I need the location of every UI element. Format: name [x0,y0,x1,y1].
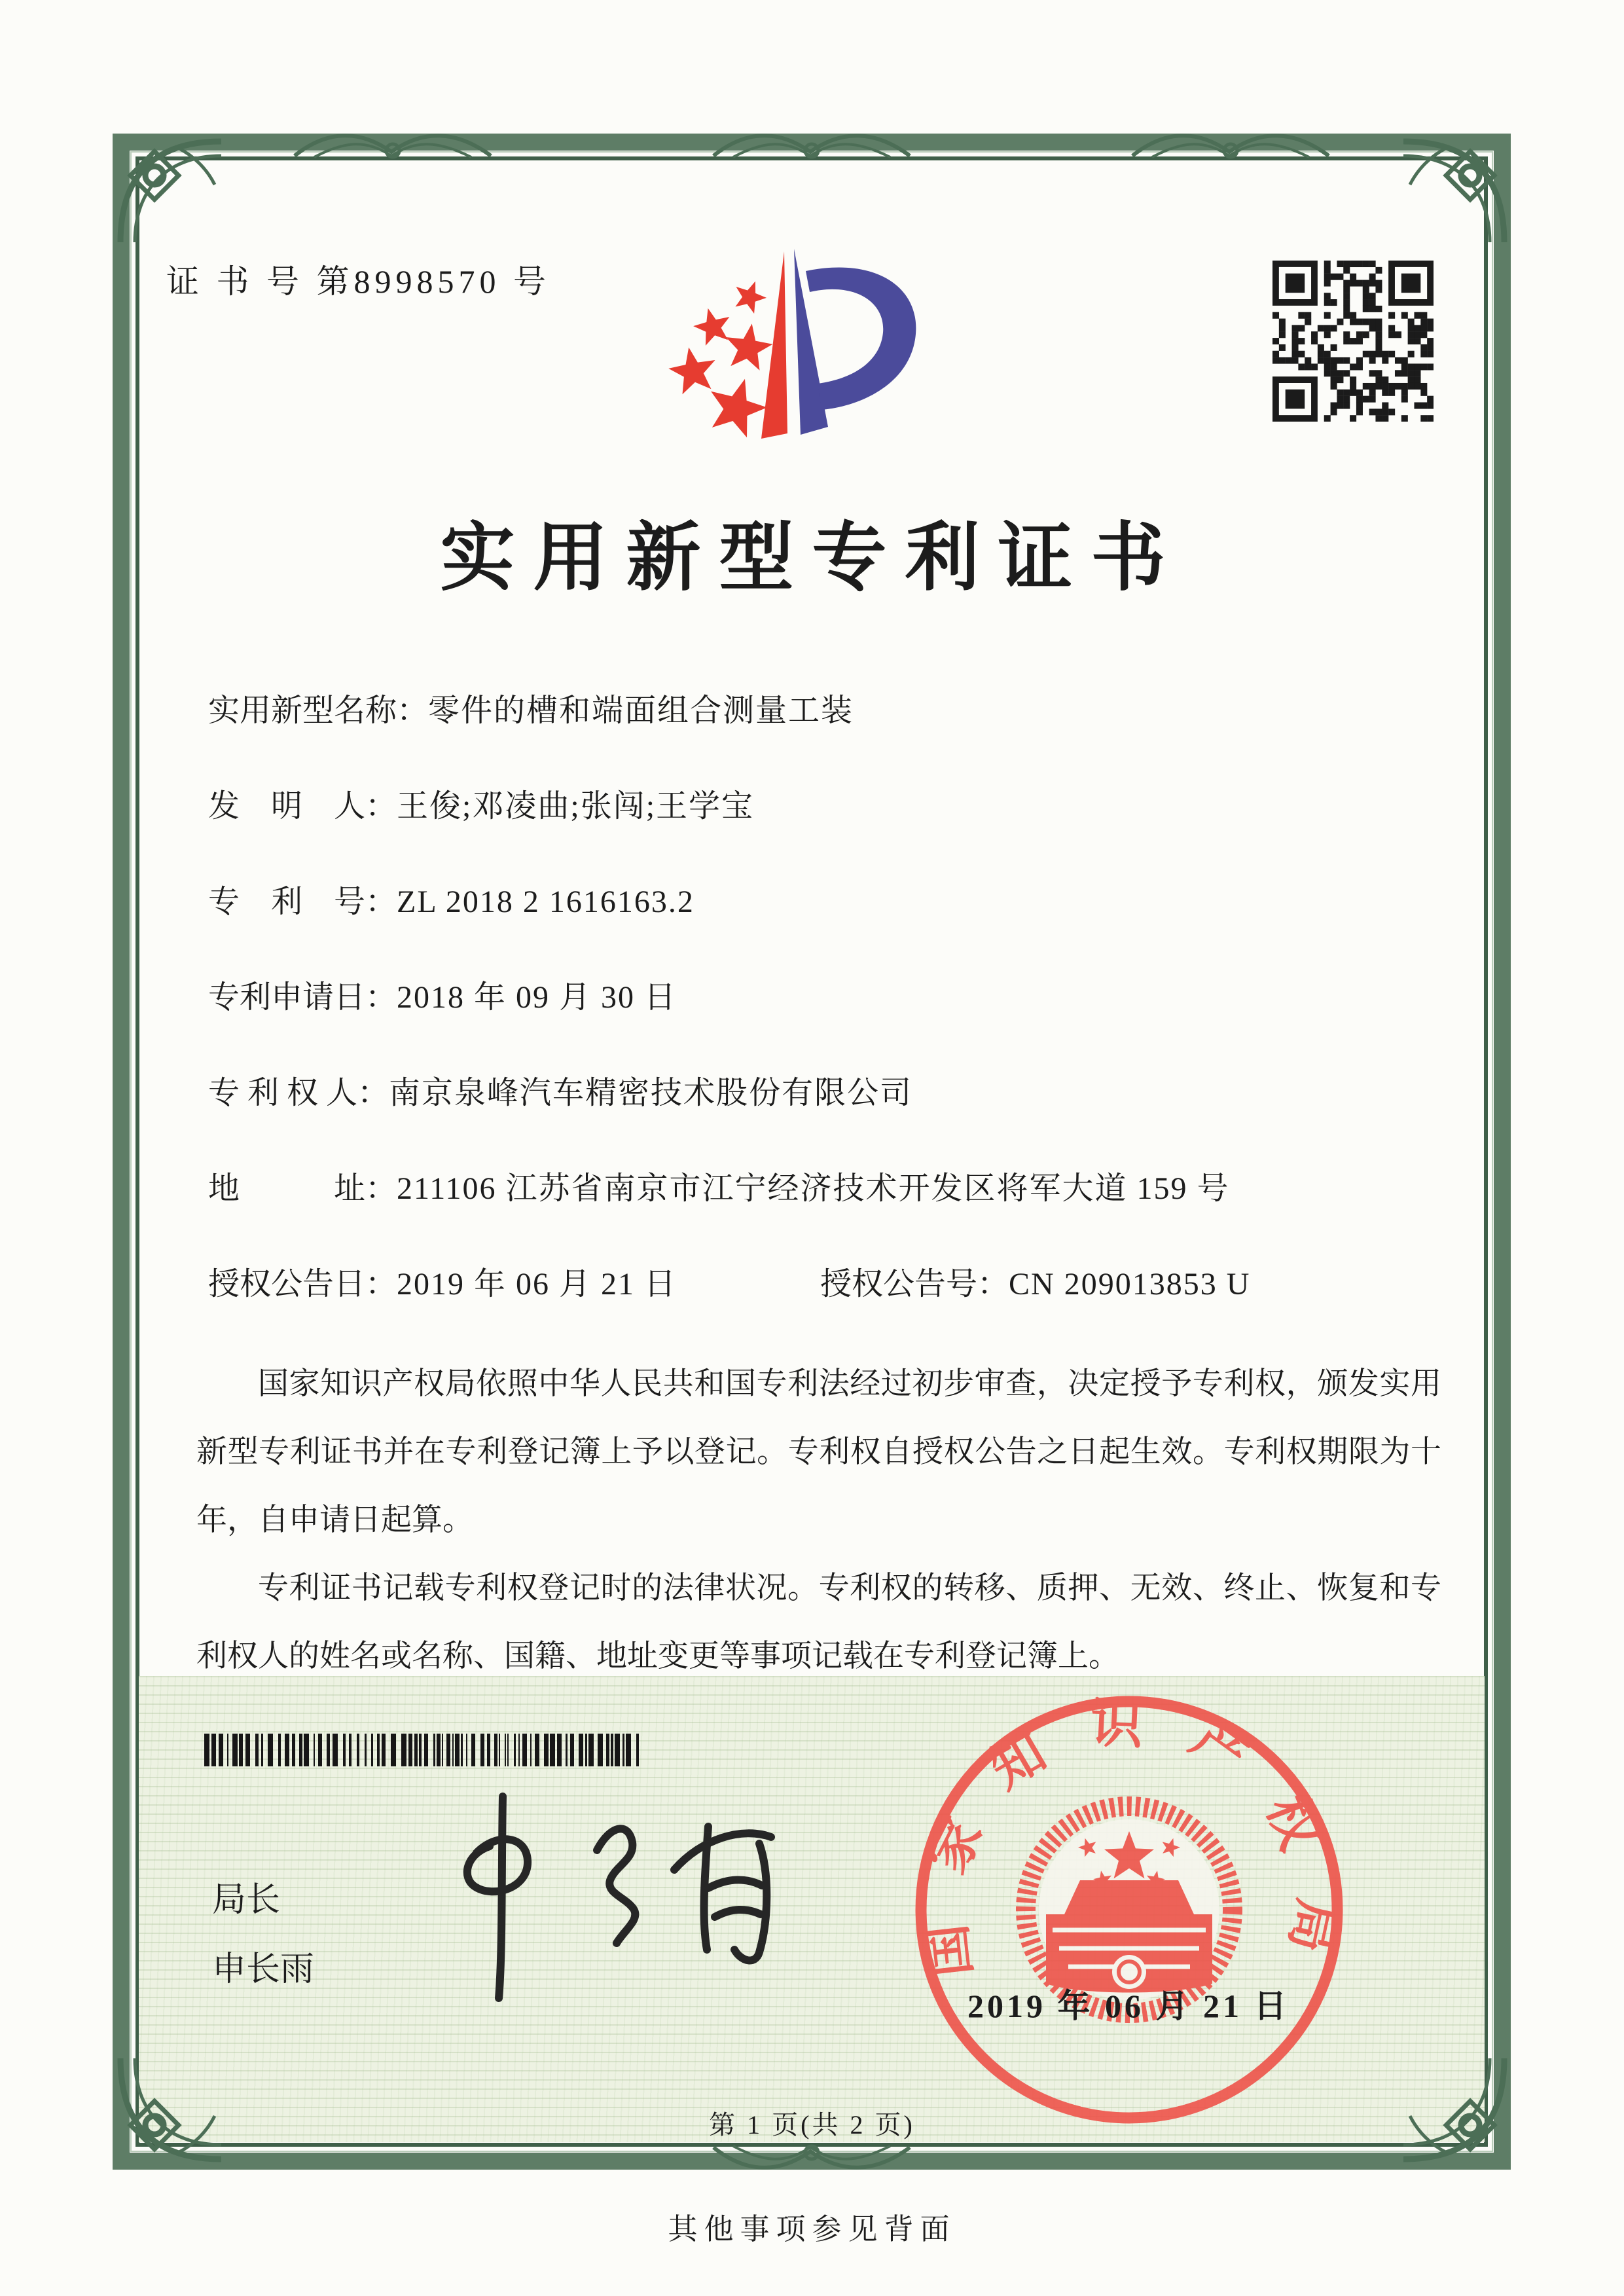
field-inventors [208,787,1445,826]
commissioner-title: 局长 [212,1882,281,1919]
grant-date-label: 授权公告日： [208,1267,397,1302]
page-number: 第 1 页(共 2 页) [709,2110,915,2140]
legal-paragraph-1: 国家知识产权局依照中华人民共和国专利法经过初步审查，决定授予专利权，颁发实用新型专利证书并在专利登记簿上予以登记。专利权自授权公告之日起生效。专利权期限为十年，自申请日起算。 [196,1367,1441,1537]
field-label: 专 利 号： [208,884,397,919]
edge-ornament-icon [288,123,497,165]
field-filing-date [208,978,1445,1017]
field-utility-model-name [208,691,1445,731]
cnipa-patent-logo-icon [645,230,952,466]
commissioner-signature [393,1787,825,2010]
seal-text: 国家知识产权局 [913,1695,1346,2000]
field-value: 南京泉峰汽车精密技术股份有限公司 [389,1076,913,1110]
page-title: 实用新型专利证书 [440,517,1184,600]
field-label: 实用新型名称： [208,693,429,728]
edge-ornament-icon [707,123,916,165]
field-label: 专利申请日： [208,980,397,1015]
commissioner-block [212,1866,314,2005]
edge-ornament-icon [1126,123,1335,165]
field-patentee [208,1074,1445,1113]
field-label: 专 利 权 人： [208,1076,389,1110]
grant-number-label: 授权公告号： [820,1267,1009,1302]
corner-ornament-icon [115,136,226,247]
cnipa-official-seal [903,1684,1355,2136]
edge-ornament-icon [707,2138,916,2180]
grant-date-value: 2019 年 06 月 21 日 [397,1267,677,1302]
field-value: 王俊;邓凌曲;张闯;王学宝 [397,789,755,824]
field-value: 2018 年 09 月 30 日 [397,980,677,1015]
grant-number-value: CN 209013853 U [1009,1267,1251,1302]
qr-code [1272,261,1434,422]
commissioner-name: 申长雨 [212,1951,315,1988]
legal-paragraph-2: 专利证书记载专利权登记时的法律状况。专利权的转移、质押、无效、终止、恢复和专利权人的姓名或名称、国籍、地址变更等事项记载在专利登记簿上。 [196,1571,1441,1673]
corner-ornament-icon [1398,136,1509,247]
field-value: 零件的槽和端面组合测量工装 [428,693,854,728]
certificate-number: 证 书 号 第8998570 号 [166,263,550,300]
logo-blue-p [806,267,916,410]
fields-block [208,691,1445,1304]
legal-text-block [196,1350,1441,1690]
field-address [208,1169,1445,1209]
barcode [204,1734,641,1766]
seal-date: 2019 年 06 月 21 日 [967,1988,1290,2024]
field-grant-row [208,1265,1445,1304]
field-value: ZL 2018 2 1616163.2 [397,884,695,919]
back-note: 其他事项参见背面 [668,2213,956,2246]
field-label: 发 明 人： [208,789,397,824]
field-value: 211106 江苏省南京市江宁经济技术开发区将军大道 159 号 [397,1171,1230,1206]
field-label: 地 址： [208,1171,397,1206]
field-patent-number [208,883,1445,922]
